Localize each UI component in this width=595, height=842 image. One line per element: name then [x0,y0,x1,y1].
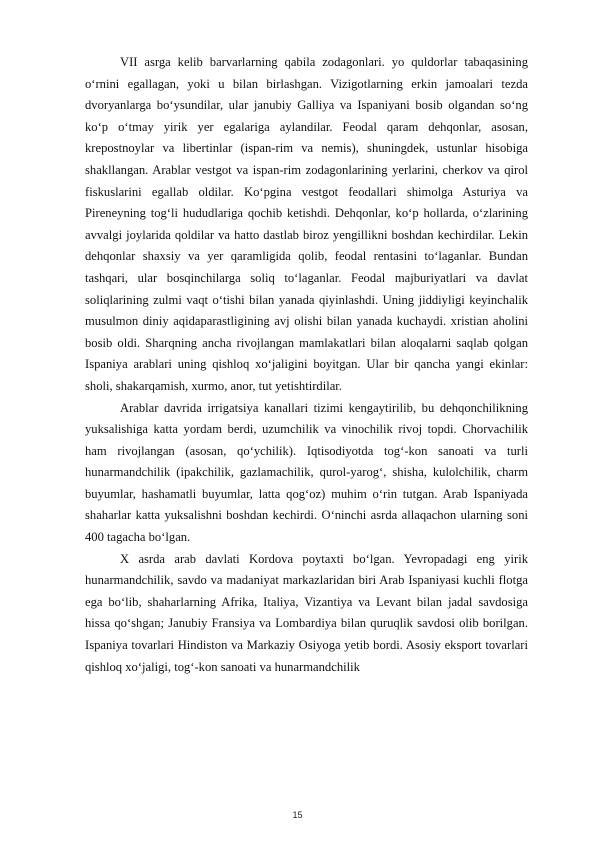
paragraph-1: VII asrga kelib barvarlarning qabila zodagonlari. yo quldorlar tabaqasining o‘rnini egallagan, yoki u bilan birlashgan. Vizigotlarning erkin jamoalari tezda dvoryanlarga bo‘ysundilar, ular janubiy Galliya va Ispaniyani bosib olgandan so‘ng ko‘p o‘tmay yirik yer egalariga aylandilar. Feodal qaram dehqonlar, asosan, krepostnoylar va libertinlar (ispan-rim va nemis), shuningdek, ustunlar hisobiga shakllangan. Arablar vestgot va ispan-rim zodagonlarining yerlarini, cherkov va qirol fiskuslarini egallab oldilar. Ko‘pgina vestgot feodallari shimolga Asturiya va Pireneyning tog‘li hududlariga qochib ketishdi. Dehqonlar, ko‘p hollarda, o‘zlarining avvalgi joylarida qoldilar va hatto dastlab biroz yengillikni boshdan kechirdilar. Lekin dehqonlar shaxsiy va yer qaramligida qolib, feodal rentasini to‘laganlar. Bundan tashqari, ular bosqinchilarga soliq to‘laganlar. Feodal majburiyatlari va davlat soliqlarining zulmi vaqt o‘tishi bilan yanada qiyinlashdi. Uning jiddiyligi keyinchalik musulmon diniy aqidaparastligining avj olishi bilan yanada kuchaydi. xristian aholini bosib oldi. Sharqning ancha rivojlangan mamlakatlari bilan aloqalarni saqlab qolgan Ispaniya arablari uning qishloq xo‘jaligini boyitgan. Ular bir qancha yangi ekinlar: sholi, shakarqamish, xurmo, anor, tut yetishtirdilar. [85,55,528,393]
body-text [85,52,528,678]
paragraph-3: X asrda arab davlati Kordova poytaxti bo‘lgan. Yevropadagi eng yirik hunarmandchilik, savdo va madaniyat markazlaridan biri Arab Ispaniyasi kuchli flotga ega bo‘lib, shaharlarning Afrika, Italiya, Vizantiya va Levant bilan jadal savdosiga hissa qo‘shgan; Janubiy Fransiya va Lombardiya bilan quruqlik savdosi olib borilgan. Ispaniya tovarlari Hindiston va Markaziy Osiyoga yetib bordi. Asosiy eksport tovarlari qishloq xo‘jaligi, tog‘-kon sanoati va hunarmandchilik [85,551,528,674]
page-number: 15 [292,810,303,820]
paragraph-2: Arablar davrida irrigatsiya kanallari tizimi kengaytirilib, bu dehqonchilikning yuksalishiga katta yordam berdi, uzumchilik va vinochilik rivoj topdi. Chorvachilik ham rivojlangan (asosan, qo‘ychilik). Iqtisodiyotda tog‘-kon sanoati va turli hunarmandchilik (ipakchilik, gazlamachilik, qurol-yarog‘, shisha, kulolchilik, charm buyumlar, hashamatli buyumlar, latta qog‘oz) muhim o‘rin tutgan. Arab Ispaniyada shaharlar katta yuksalishni boshdan kechirdi. O‘ninchi asrda allaqachon ularning soni 400 tagacha bo‘lgan. [85,400,528,545]
